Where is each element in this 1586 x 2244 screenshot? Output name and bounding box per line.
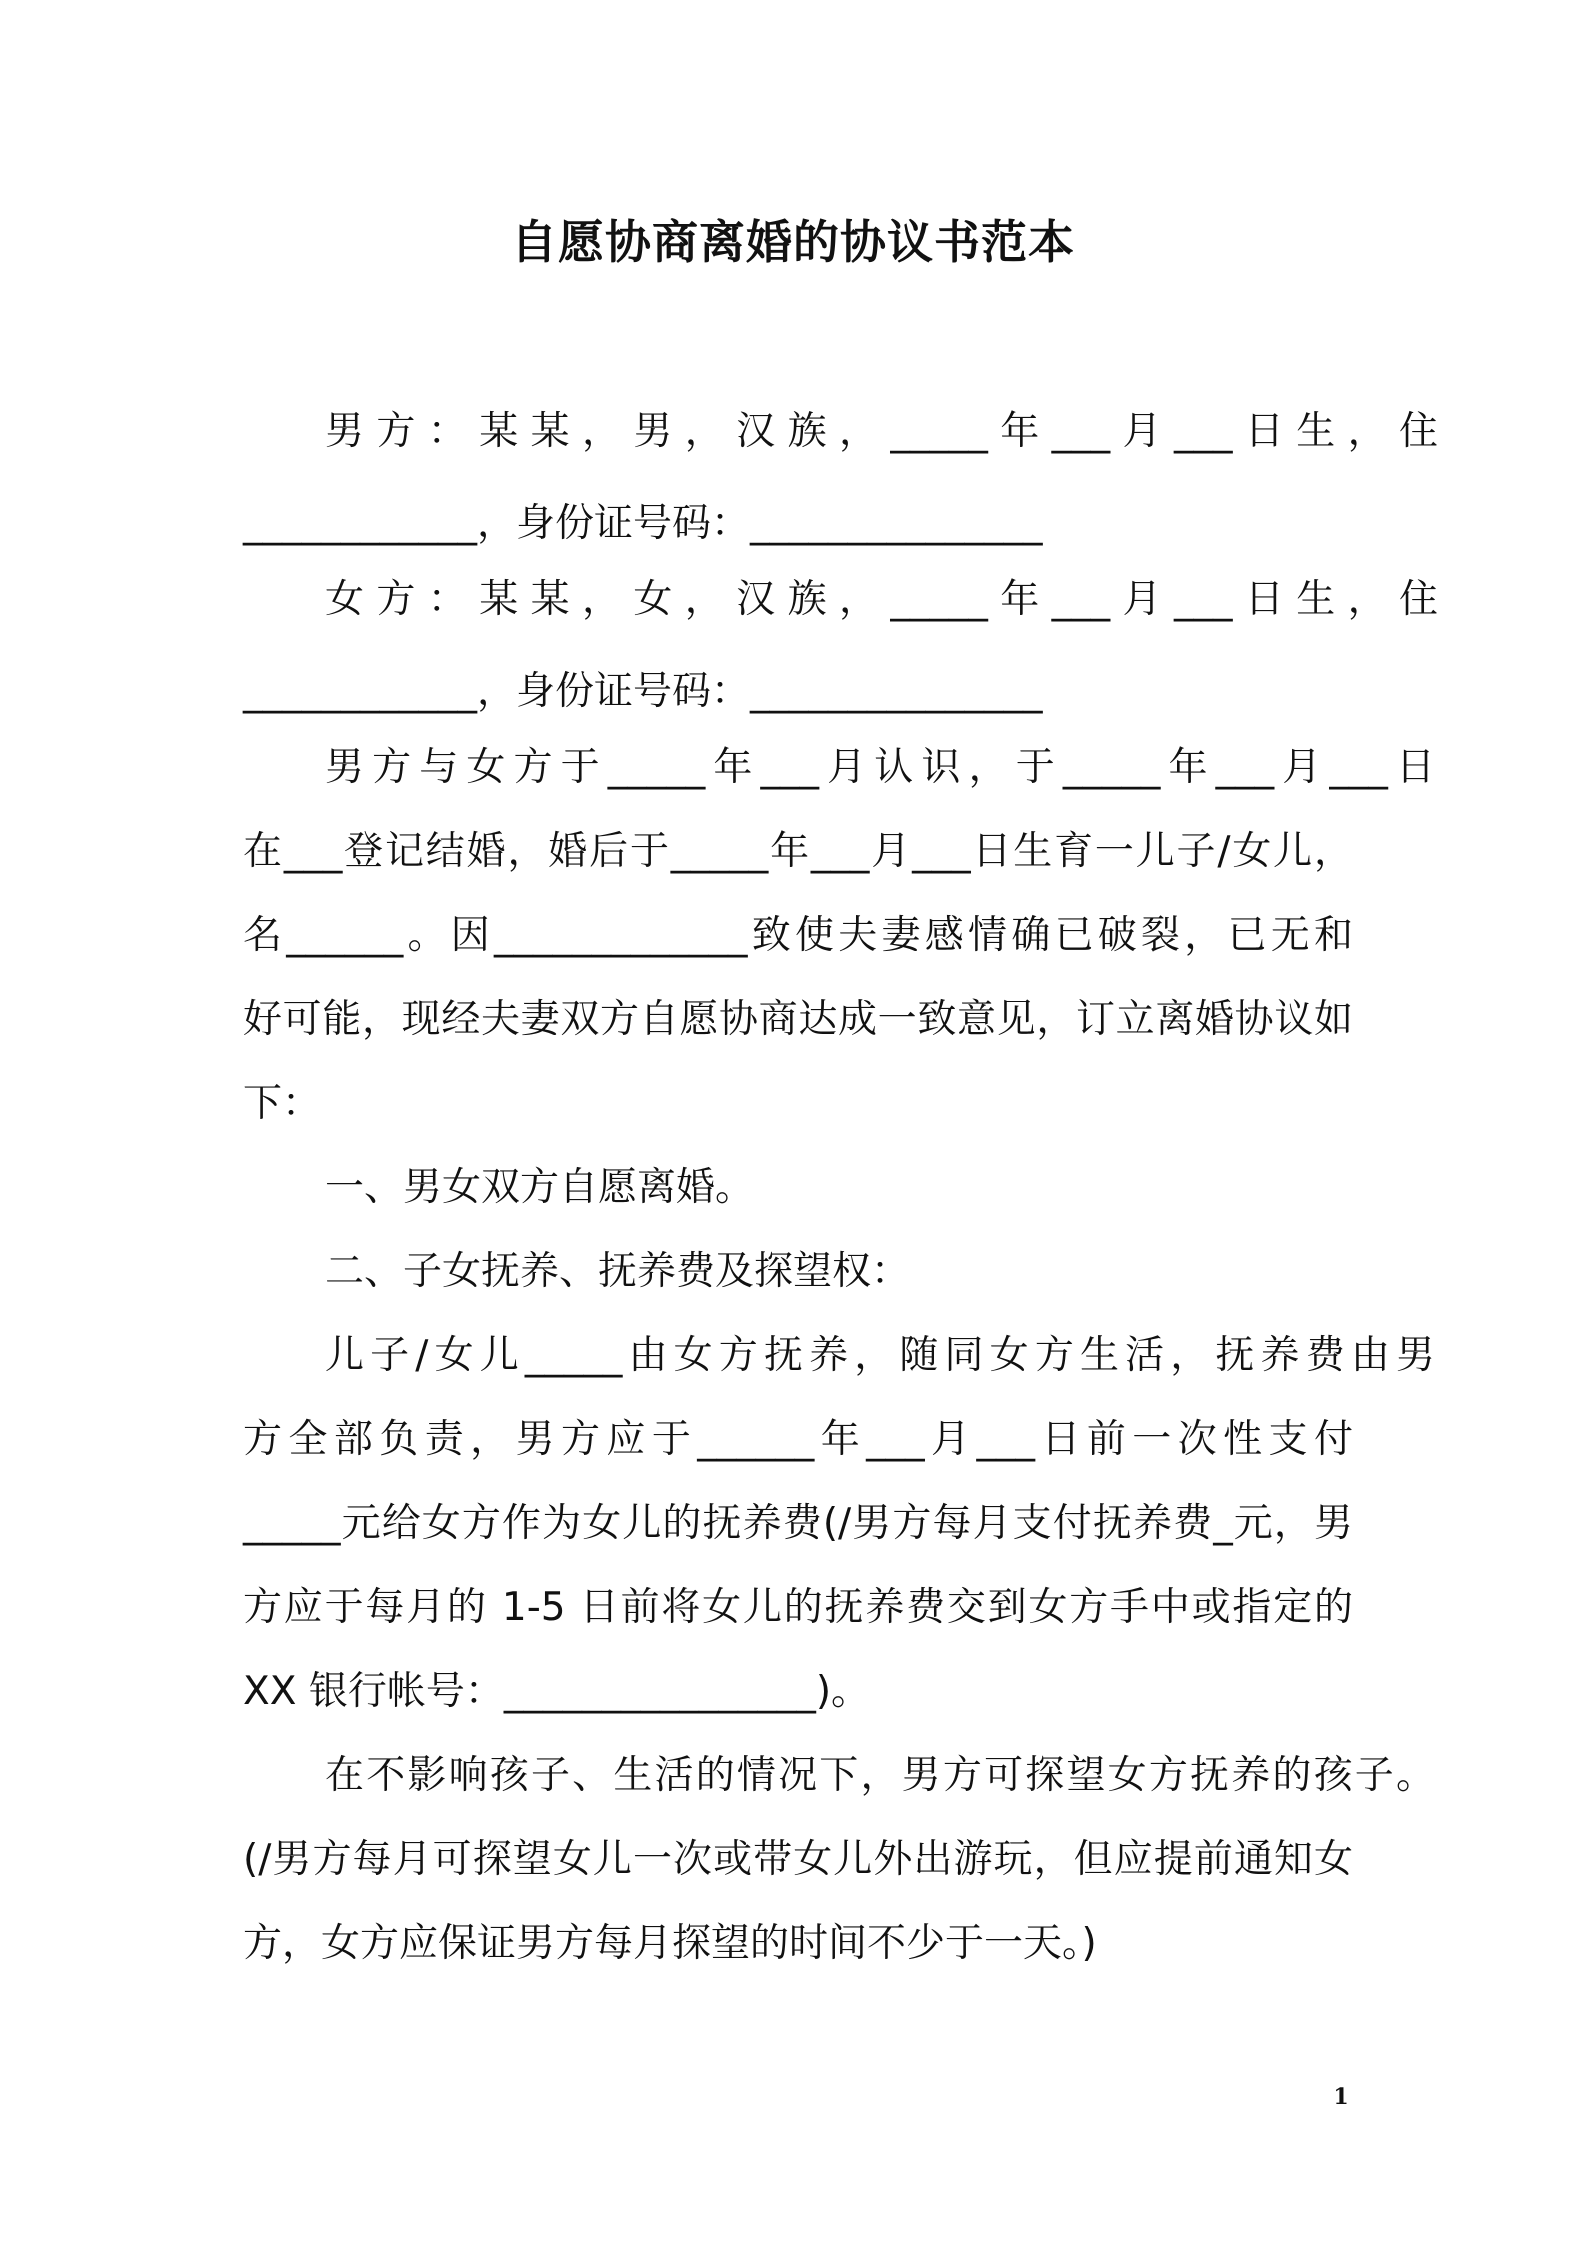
paragraph-line: 儿子/女儿_____由女方抚养，随同女方生活，抚养费由男 (325, 1333, 1435, 1378)
male-party-line-2: ____________，身份证号码：_______________ (243, 501, 1043, 546)
paragraph-line: 方全部负责，男方应于______年___月___日前一次性支付 (243, 1417, 1353, 1462)
female-party-line-2: ____________，身份证号码：_______________ (243, 669, 1043, 714)
paragraph-line: 在不影响孩子、生活的情况下，男方可探望女方抚养的孩子。 (325, 1753, 1435, 1798)
document-title: 自愿协商离婚的协议书范本 (511, 215, 1075, 269)
paragraph-line: (/男方每月可探望女儿一次或带女儿外出游玩，但应提前通知女 (243, 1837, 1353, 1882)
paragraph-line: 方，女方应保证男方每月探望的时间不少于一天。) (243, 1921, 1097, 1966)
paragraph-line: 好可能，现经夫妻双方自愿协商达成一致意见，订立离婚协议如 (243, 997, 1353, 1042)
clause-heading-2: 二、子女抚养、抚养费及探望权： (325, 1249, 911, 1294)
paragraph-line: 方应于每月的 1-5 日前将女儿的抚养费交到女方手中或指定的 (243, 1585, 1353, 1630)
paragraph-line: XX 银行帐号：________________)。 (243, 1669, 871, 1714)
paragraph-line: 在___登记结婚，婚后于_____年___月___日生育一儿子/女儿， (243, 829, 1353, 874)
page-number: 1 (1333, 2084, 1349, 2110)
paragraph-line: 男方与女方于_____年___月认识，于_____年___月___日 (325, 745, 1435, 790)
male-party-line-1: 男 方 ： 某 某 ， 男 ， 汉 族 ， _____ 年 ___ 月 ___ 日 生 ， 住 (325, 409, 1439, 454)
paragraph-line: 名______。因_____________致使夫妻感情确已破裂，已无和 (243, 913, 1353, 958)
paragraph-line: _____元给女方作为女儿的抚养费(/男方每月支付抚养费_元，男 (243, 1501, 1353, 1546)
clause-heading-1: 一、男女双方自愿离婚。 (325, 1165, 755, 1210)
paragraph-line: 下： (243, 1081, 322, 1126)
female-party-line-1: 女 方 ： 某 某 ， 女 ， 汉 族 ， _____ 年 ___ 月 ___ 日 生 ， 住 (325, 577, 1439, 622)
